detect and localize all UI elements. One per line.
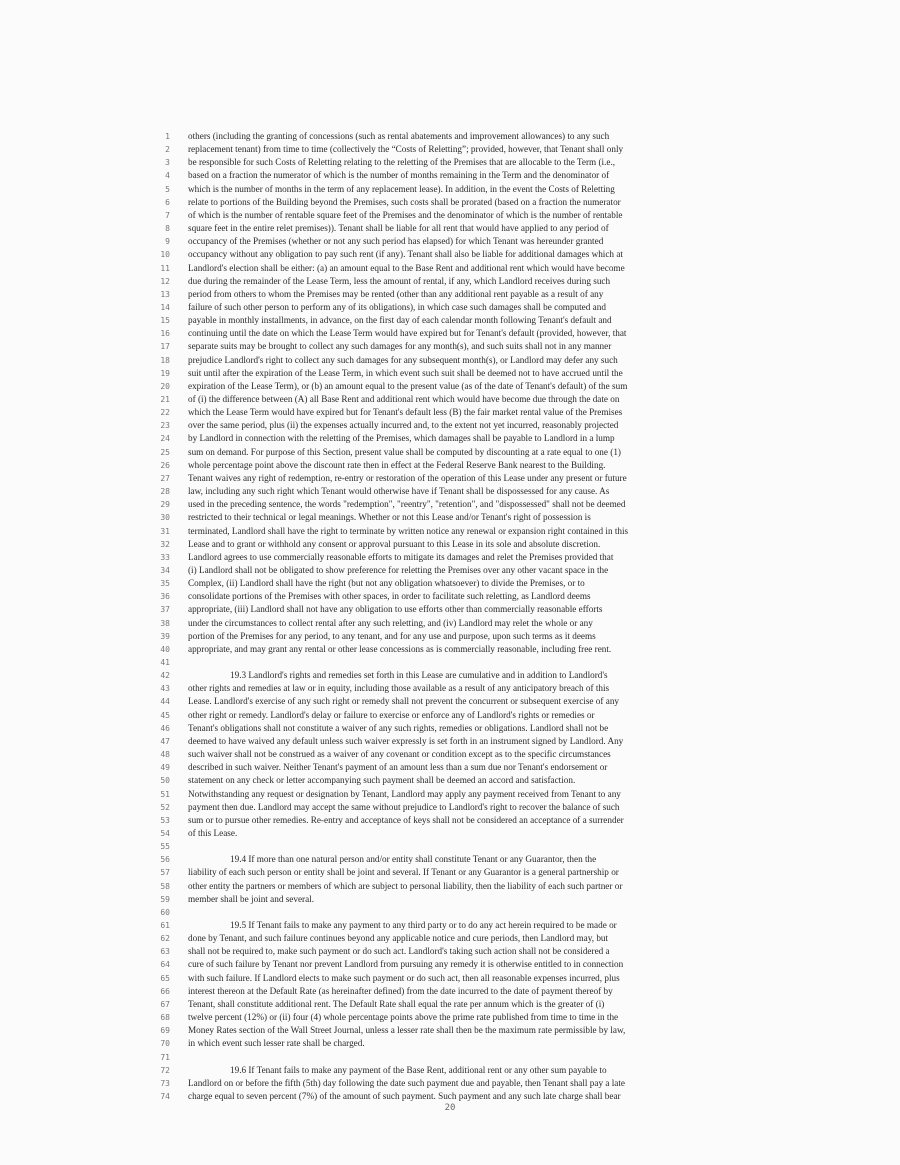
line-text: Landlord on or before the fifth (5th) day following the date such payment due and payable, then Tenant shall pay a late — [188, 1077, 625, 1088]
line-text: over the same period, plus (ii) the expenses actually incurred and, to the extent not yet incurred, reasonably projected — [188, 420, 619, 431]
document-line — [0, 275, 900, 288]
line-number: 10 — [160, 250, 170, 260]
document-line — [0, 1037, 900, 1050]
document-line — [0, 893, 900, 906]
line-text: due during the remainder of the Lease Term, less the amount of rental, if any, which Landlord receives during such — [188, 275, 611, 286]
document-line — [0, 288, 900, 301]
document-line — [0, 617, 900, 630]
document-line — [0, 538, 900, 551]
line-number: 30 — [160, 513, 170, 523]
line-text: of this Lease. — [188, 827, 238, 838]
document-line — [0, 958, 900, 971]
line-number: 44 — [160, 697, 170, 707]
line-text: 19.6 If Tenant fails to make any payment of the Base Rent, additional rent or any other sum payable to — [230, 1064, 607, 1075]
line-text: interest thereon at the Default Rate (as hereinafter defined) from the date incurred to the date of payment thereof by — [188, 985, 613, 996]
line-number: 2 — [165, 145, 170, 155]
line-text: relate to portions of the Building beyond the Premises, such costs shall be prorated (based on a fraction the numerator — [188, 196, 621, 207]
line-text: be responsible for such Costs of Reletting relating to the reletting of the Premises that are allocable to the Term (i.e., — [188, 157, 616, 168]
line-text: charge equal to seven percent (7%) of the amount of such payment. Such payment and any such late charge shall bear — [188, 1090, 621, 1101]
line-number: 58 — [160, 881, 170, 891]
document-line — [0, 209, 900, 222]
document-line — [0, 314, 900, 327]
document-line — [0, 262, 900, 275]
line-text: occupancy without any obligation to pay such rent (if any). Tenant shall also be liable for additional damages which at — [188, 249, 623, 260]
line-number: 25 — [160, 447, 170, 457]
line-text: other right or remedy. Landlord's delay or failure to exercise or enforce any of Landlord's rights or remedies or — [188, 709, 595, 720]
document-line — [0, 761, 900, 774]
line-text: terminated, Landlord shall have the right to terminate by written notice any renewal or expansion right contained in this — [188, 525, 629, 536]
line-number: 74 — [160, 1091, 170, 1101]
line-text: square feet in the entire relet premises)). Tenant shall be liable for all rent that would have applied to any period of — [188, 223, 609, 234]
line-number: 73 — [160, 1078, 170, 1088]
line-number: 17 — [160, 342, 170, 352]
line-text: sum or to pursue other remedies. Re-entry and acceptance of keys shall not be considered an acceptance of a surrender — [188, 814, 624, 825]
line-text: with such failure. If Landlord elects to make such payment or do such act, then all reasonable expenses incurred, plus — [188, 972, 620, 983]
line-number: 53 — [160, 815, 170, 825]
line-number: 4 — [165, 171, 170, 181]
line-number: 45 — [160, 710, 170, 720]
line-text: Lease. Landlord's exercise of any such right or remedy shall not prevent the concurrent or subsequent exercise of any — [188, 696, 620, 707]
line-text: payment then due. Landlord may accept the same without prejudice to Landlord's right to recover the balance of such — [188, 801, 620, 812]
line-number: 16 — [160, 329, 170, 339]
line-number: 1 — [165, 132, 170, 141]
line-text: failure of such other person to perform any of its obligations), in which case such damages shall be computed and — [188, 301, 606, 312]
document-line — [0, 709, 900, 722]
line-text: sum on demand. For purpose of this Section, present value shall be computed by discounting at a rate equal to one (1) — [188, 446, 621, 457]
line-number: 71 — [160, 1052, 170, 1062]
line-text: 19.4 If more than one natural person and/or entity shall constitute Tenant or any Guarantor, then the — [230, 854, 597, 865]
line-text: other entity the partners or members of which are subject to personal liability, then the liability of each such partner or — [188, 880, 623, 891]
line-number: 5 — [165, 184, 170, 194]
line-number: 62 — [160, 934, 170, 944]
document-line — [0, 603, 900, 616]
line-number: 39 — [160, 631, 170, 641]
document-line — [0, 380, 900, 393]
document-line — [0, 801, 900, 814]
document-line — [0, 327, 900, 340]
line-text: which the Lease Term would have expired but for Tenant's default less (B) the fair market rental value of the Premises — [188, 407, 623, 418]
line-text: done by Tenant, and such failure continues beyond any applicable notice and cure periods, then Landlord may, but — [188, 933, 609, 944]
line-number: 9 — [165, 237, 170, 247]
document-line — [0, 827, 900, 840]
document-line — [0, 446, 900, 459]
line-number: 70 — [160, 1039, 170, 1049]
document-line — [0, 143, 900, 156]
line-text: Tenant, shall constitute additional rent. The Default Rate shall equal the rate per annum which is the greater of (i) — [188, 998, 605, 1009]
document-line — [0, 722, 900, 735]
document-line — [0, 788, 900, 801]
line-text: restricted to their technical or legal meanings. Whether or not this Lease and/or Tenant's right of possession is — [188, 512, 591, 523]
document-line — [0, 525, 900, 538]
line-text: Tenant waives any right of redemption, re-entry or restoration of the operation of this Lease under any present or future — [188, 472, 627, 483]
document-line — [0, 551, 900, 564]
line-text: statement on any check or letter accompanying such payment shall be deemed an accord and satisfaction. — [188, 775, 576, 786]
line-number: 22 — [160, 408, 170, 418]
document-line — [0, 1051, 900, 1064]
document-line — [0, 748, 900, 761]
line-text: of which is the number of rentable square feet of the Premises and the denominator of which is the number of rentable — [188, 209, 623, 220]
line-number: 57 — [160, 868, 170, 878]
document-line — [0, 735, 900, 748]
line-number: 64 — [160, 960, 170, 970]
line-number: 3 — [165, 158, 170, 168]
line-number: 65 — [160, 973, 170, 983]
document-line — [0, 472, 900, 485]
line-number: 54 — [160, 828, 170, 838]
line-number: 56 — [160, 855, 170, 865]
document-line — [0, 998, 900, 1011]
document-line — [0, 301, 900, 314]
document-line — [0, 774, 900, 787]
page-number: 20 — [444, 1103, 456, 1113]
line-number: 59 — [160, 894, 170, 904]
document-line — [0, 972, 900, 985]
document-line — [0, 840, 900, 853]
document-line — [0, 1090, 900, 1103]
line-number: 52 — [160, 802, 170, 812]
line-text: Landlord agrees to use commercially reasonable efforts to mitigate its damages and relet the Premises provided that — [188, 551, 614, 562]
document-line — [0, 866, 900, 879]
document-line — [0, 643, 900, 656]
line-number: 15 — [160, 316, 170, 326]
document-line — [0, 932, 900, 945]
line-text: under the circumstances to collect rental after any such reletting, and (iv) Landlord may relet the whole or any — [188, 617, 593, 628]
document-line — [0, 354, 900, 367]
document-line — [0, 1011, 900, 1024]
line-text: such waiver shall not be construed as a waiver of any covenant or condition except as to the specific circumstances — [188, 749, 611, 760]
line-text: 19.5 If Tenant fails to make any payment to any third party or to do any act herein required to be made or — [230, 920, 617, 930]
document-line — [0, 945, 900, 958]
document-line — [0, 156, 900, 169]
line-number: 41 — [160, 658, 170, 667]
line-number: 34 — [160, 565, 170, 575]
document-line — [0, 564, 900, 577]
document-line — [0, 340, 900, 353]
document-line — [0, 814, 900, 827]
line-number: 72 — [160, 1065, 170, 1075]
document-line — [0, 1064, 900, 1077]
document-line — [0, 367, 900, 380]
line-number: 20 — [160, 381, 170, 391]
line-text: described in such waiver. Neither Tenant's payment of an amount less than a sum due nor Tenant's endorsement or — [188, 762, 608, 773]
line-text: others (including the granting of concessions (such as rental abatements and improvement allowances) to any such — [188, 131, 610, 141]
document-line — [0, 1077, 900, 1090]
line-text: suit until after the expiration of the Lease Term, in which event such suit shall be deemed not to have accrued until the — [188, 367, 623, 378]
line-text: expiration of the Lease Term), or (b) an amount equal to the present value (as of the date of Tenant's default) of the sum — [188, 380, 628, 391]
document-line — [0, 130, 900, 143]
line-number: 23 — [160, 421, 170, 431]
document-line — [0, 511, 900, 524]
document-line — [0, 590, 900, 603]
line-number: 12 — [160, 276, 170, 286]
line-number: 27 — [160, 473, 170, 483]
line-number: 46 — [160, 723, 170, 733]
line-text: shall not be required to, make such payment or do such act. Landlord's taking such action shall not be considered a — [188, 946, 610, 957]
line-number: 19 — [160, 368, 170, 378]
document-line — [0, 630, 900, 643]
document-line — [0, 880, 900, 893]
line-number: 55 — [160, 842, 170, 852]
line-text: member shall be joint and several. — [188, 893, 315, 904]
line-text: Complex, (ii) Landlord shall have the right (but not any obligation whatsoever) to divide the Premises, or to — [188, 578, 585, 589]
line-text: which is the number of months in the term of any replacement lease). In addition, in the event the Costs of Reletting — [188, 183, 615, 194]
document-line — [0, 577, 900, 590]
line-number: 60 — [160, 907, 170, 917]
line-number: 47 — [160, 736, 170, 746]
line-number: 66 — [160, 986, 170, 996]
line-number: 61 — [160, 921, 170, 930]
document-line — [0, 1024, 900, 1037]
line-text: Notwithstanding any request or designation by Tenant, Landlord may apply any payment received from Tenant to any — [188, 788, 621, 799]
line-number: 68 — [160, 1013, 170, 1023]
line-number: 29 — [160, 500, 170, 510]
line-number: 51 — [160, 789, 170, 799]
document-line — [0, 235, 900, 248]
document-line — [0, 919, 900, 932]
document-line — [0, 196, 900, 209]
line-number: 21 — [160, 395, 170, 404]
line-text: liability of each such person or entity shall be joint and several. If Tenant or any Guarantor is a general partnership or — [188, 867, 619, 878]
line-number: 14 — [160, 302, 170, 312]
line-number: 7 — [165, 210, 170, 220]
line-text: appropriate, (iii) Landlord shall not have any obligation to use efforts other than commercially reasonable efforts — [188, 604, 603, 615]
line-number: 69 — [160, 1026, 170, 1036]
line-text: Lease and to grant or withhold any consent or approval pursuant to this Lease in its sole and absolute discretion. — [188, 538, 601, 549]
document-line — [0, 682, 900, 695]
line-number: 38 — [160, 618, 170, 628]
line-number: 31 — [160, 526, 170, 536]
document-line — [0, 419, 900, 432]
line-text: replacement tenant) from time to time (collectively the “Costs of Reletting”; provided, however, that Tenant shall only — [188, 144, 624, 155]
line-number: 24 — [160, 434, 170, 444]
line-text: Tenant's obligations shall not constitute a waiver of any such rights, remedies or obligations. Landlord shall not be — [188, 722, 609, 733]
line-text: separate suits may be brought to collect any such damages for any month(s), and such suits shall not in any manner — [188, 341, 612, 352]
line-text: occupancy of the Premises (whether or not any such period has elapsed) for which Tenant was hereunder granted — [188, 236, 604, 247]
line-text: period from others to whom the Premises may be rented (other than any additional rent payable as a result of any — [188, 288, 604, 299]
line-number: 6 — [165, 197, 170, 207]
line-number: 67 — [160, 999, 170, 1009]
line-number: 42 — [160, 671, 170, 681]
line-text: prejudice Landlord's right to collect any such damages for any subsequent month(s), or Landlord may defer any such — [188, 354, 618, 365]
line-number: 48 — [160, 750, 170, 760]
line-number: 37 — [160, 605, 170, 615]
line-number: 63 — [160, 947, 170, 957]
line-text: in which event such lesser rate shall be charged. — [188, 1038, 365, 1049]
line-number: 18 — [160, 355, 170, 365]
line-number: 32 — [160, 539, 170, 549]
document-line — [0, 498, 900, 511]
document-line — [0, 656, 900, 669]
line-text: by Landlord in connection with the reletting of the Premises, which damages shall be payable to Landlord in a lump — [188, 433, 615, 444]
document-line — [0, 183, 900, 196]
line-text: Money Rates section of the Wall Street Journal, unless a lesser rate shall then be the maximum rate permissible by law, — [188, 1025, 626, 1036]
line-number: 26 — [160, 460, 170, 470]
document-line — [0, 695, 900, 708]
line-text: 19.3 Landlord's rights and remedies set forth in this Lease are cumulative and in addition to Landlord's — [230, 670, 608, 681]
line-text: other rights and remedies at law or in equity, including those available as a result of any anticipatory breach of this — [188, 683, 610, 694]
line-number: 50 — [160, 776, 170, 786]
line-text: continuing until the date on which the Lease Term would have expired but for Tenant's default (provided, however, that — [188, 328, 627, 339]
document-line — [0, 393, 900, 406]
document-line — [0, 222, 900, 235]
document-line — [0, 406, 900, 419]
document-line — [0, 248, 900, 261]
line-number: 43 — [160, 684, 170, 694]
document-line — [0, 169, 900, 182]
line-number: 28 — [160, 487, 170, 497]
line-number: 40 — [160, 644, 170, 654]
line-number: 35 — [160, 579, 170, 589]
document-line — [0, 485, 900, 498]
line-text: used in the preceding sentence, the words "redemption", "reentry", "retention", and "dispossessed" shall not be deemed — [188, 499, 626, 510]
document-line — [0, 906, 900, 919]
line-number: 49 — [160, 763, 170, 773]
document-line — [0, 459, 900, 472]
line-text: appropriate, and may grant any rental or other lease concessions as is commercially reasonable, including free rent. — [188, 643, 612, 654]
document-line — [0, 853, 900, 866]
line-number: 33 — [160, 552, 170, 562]
line-text: portion of the Premises for any period, to any tenant, and for any use and purpose, upon such terms as it deems — [188, 630, 596, 641]
line-text: cure of such failure by Tenant nor prevent Landlord from pursuing any remedy it is otherwise entitled to in connection — [188, 959, 624, 970]
line-number: 13 — [160, 289, 170, 299]
line-text: payable in monthly installments, in advance, on the first day of each calendar month following Tenant's default and — [188, 315, 612, 326]
line-text: deemed to have waived any default unless such waiver expressly is set forth in an instrument signed by Landlord. Any — [188, 735, 624, 746]
line-number: 8 — [165, 224, 170, 234]
line-number: 36 — [160, 592, 170, 602]
line-text: law, including any such right which Tenant would otherwise have if Tenant shall be dispossessed for any cause. As — [188, 486, 610, 497]
line-text: based on a fraction the numerator of which is the number of months remaining in the Term and the denominator of — [188, 170, 610, 181]
document-line — [0, 985, 900, 998]
line-number: 11 — [160, 263, 170, 273]
line-text: consolidate portions of the Premises with other spaces, in order to facilitate such reletting, as Landlord deems — [188, 591, 591, 602]
document-line — [0, 432, 900, 445]
line-text: whole percentage point above the discount rate then in effect at the Federal Reserve Bank nearest to the Building. — [188, 459, 606, 470]
line-text: (i) Landlord shall not be obligated to show preference for reletting the Premises over any other vacant space in the — [188, 564, 609, 575]
line-text: twelve percent (12%) or (ii) four (4) whole percentage points above the prime rate published from time to time in the — [188, 1012, 619, 1023]
line-text: Landlord's election shall be either: (a) an amount equal to the Base Rent and additional rent which would have become — [188, 262, 625, 273]
line-text: of (i) the difference between (A) all Base Rent and additional rent which would have become due through the date on — [188, 394, 620, 404]
document-line — [0, 669, 900, 682]
